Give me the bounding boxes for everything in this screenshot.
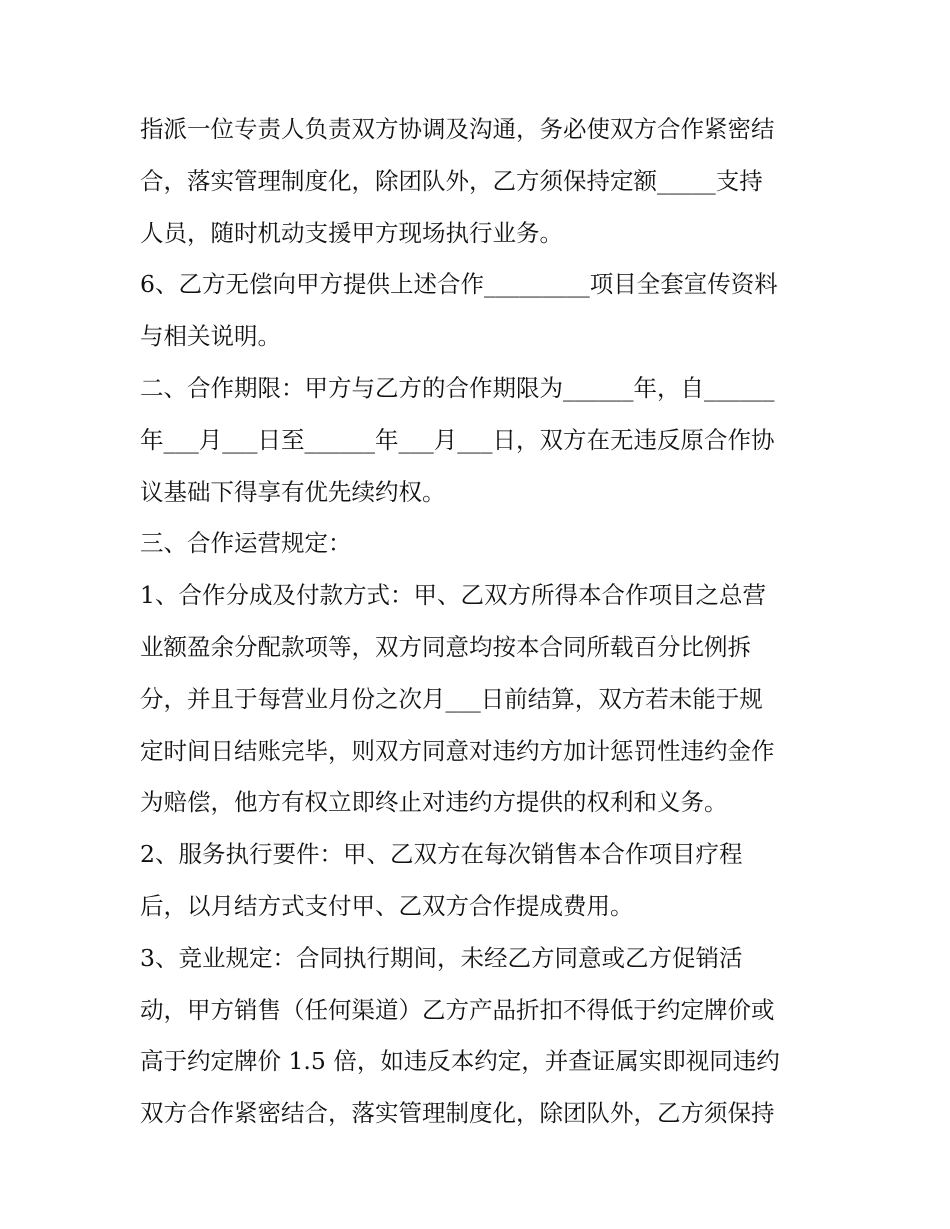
- text-line: 议基础下得享有优先续约权。: [140, 477, 446, 506]
- text-line: 定时间日结账完毕，则双方同意对违约方加计惩罚性违约金作: [140, 736, 775, 765]
- clause-2-line: 2、服务执行要件：甲、乙双方在每次销售本合作项目疗程: [140, 840, 743, 869]
- text-line: 分，并且于每营业月份之次月___日前结算，双方若未能于规: [140, 684, 763, 713]
- clause-3-line: 3、竞业规定：合同执行期间，未经乙方同意或乙方促销活: [140, 943, 743, 972]
- text-line: 为赔偿，他方有权立即终止对违约方提供的权利和义务。: [140, 788, 728, 817]
- text-line: 动，甲方销售（任何渠道）乙方产品折扣不得低于约定牌价或: [140, 995, 775, 1024]
- text-line: 合，落实管理制度化，除团队外，乙方须保持定额_____支持: [140, 166, 763, 195]
- text-line: 业额盈余分配款项等，双方同意均按本合同所载百分比例拆: [140, 632, 751, 661]
- text-line: 指派一位专责人负责双方协调及沟通，务必使双方合作紧密结: [140, 115, 775, 143]
- text-line: 与相关说明。: [140, 322, 281, 351]
- text-line: 双方合作紧密结合，落实管理制度化，除团队外，乙方须保持: [140, 1099, 775, 1128]
- text-line: 年___月___日至______年___月___日，双方在无违反原合作协: [140, 425, 775, 454]
- text-line: 人员，随时机动支援甲方现场执行业务。: [140, 218, 563, 247]
- text-line: 后，以月结方式支付甲、乙双方合作提成费用。: [140, 891, 634, 920]
- section-3-heading: 三、合作运营规定：: [140, 529, 352, 558]
- text-line: 高于约定牌价 1.5 倍，如违反本约定，并查证属实即视同违约: [140, 1047, 780, 1076]
- document-body: [140, 104, 815, 1140]
- clause-6-line: 6、乙方无偿向甲方提供上述合作_________项目全套宣传资料: [140, 270, 778, 299]
- section-2-heading-line: 二、合作期限：甲方与乙方的合作期限为______年，自______: [140, 373, 775, 402]
- clause-1-line: 1、合作分成及付款方式：甲、乙双方所得本合作项目之总营: [140, 581, 766, 610]
